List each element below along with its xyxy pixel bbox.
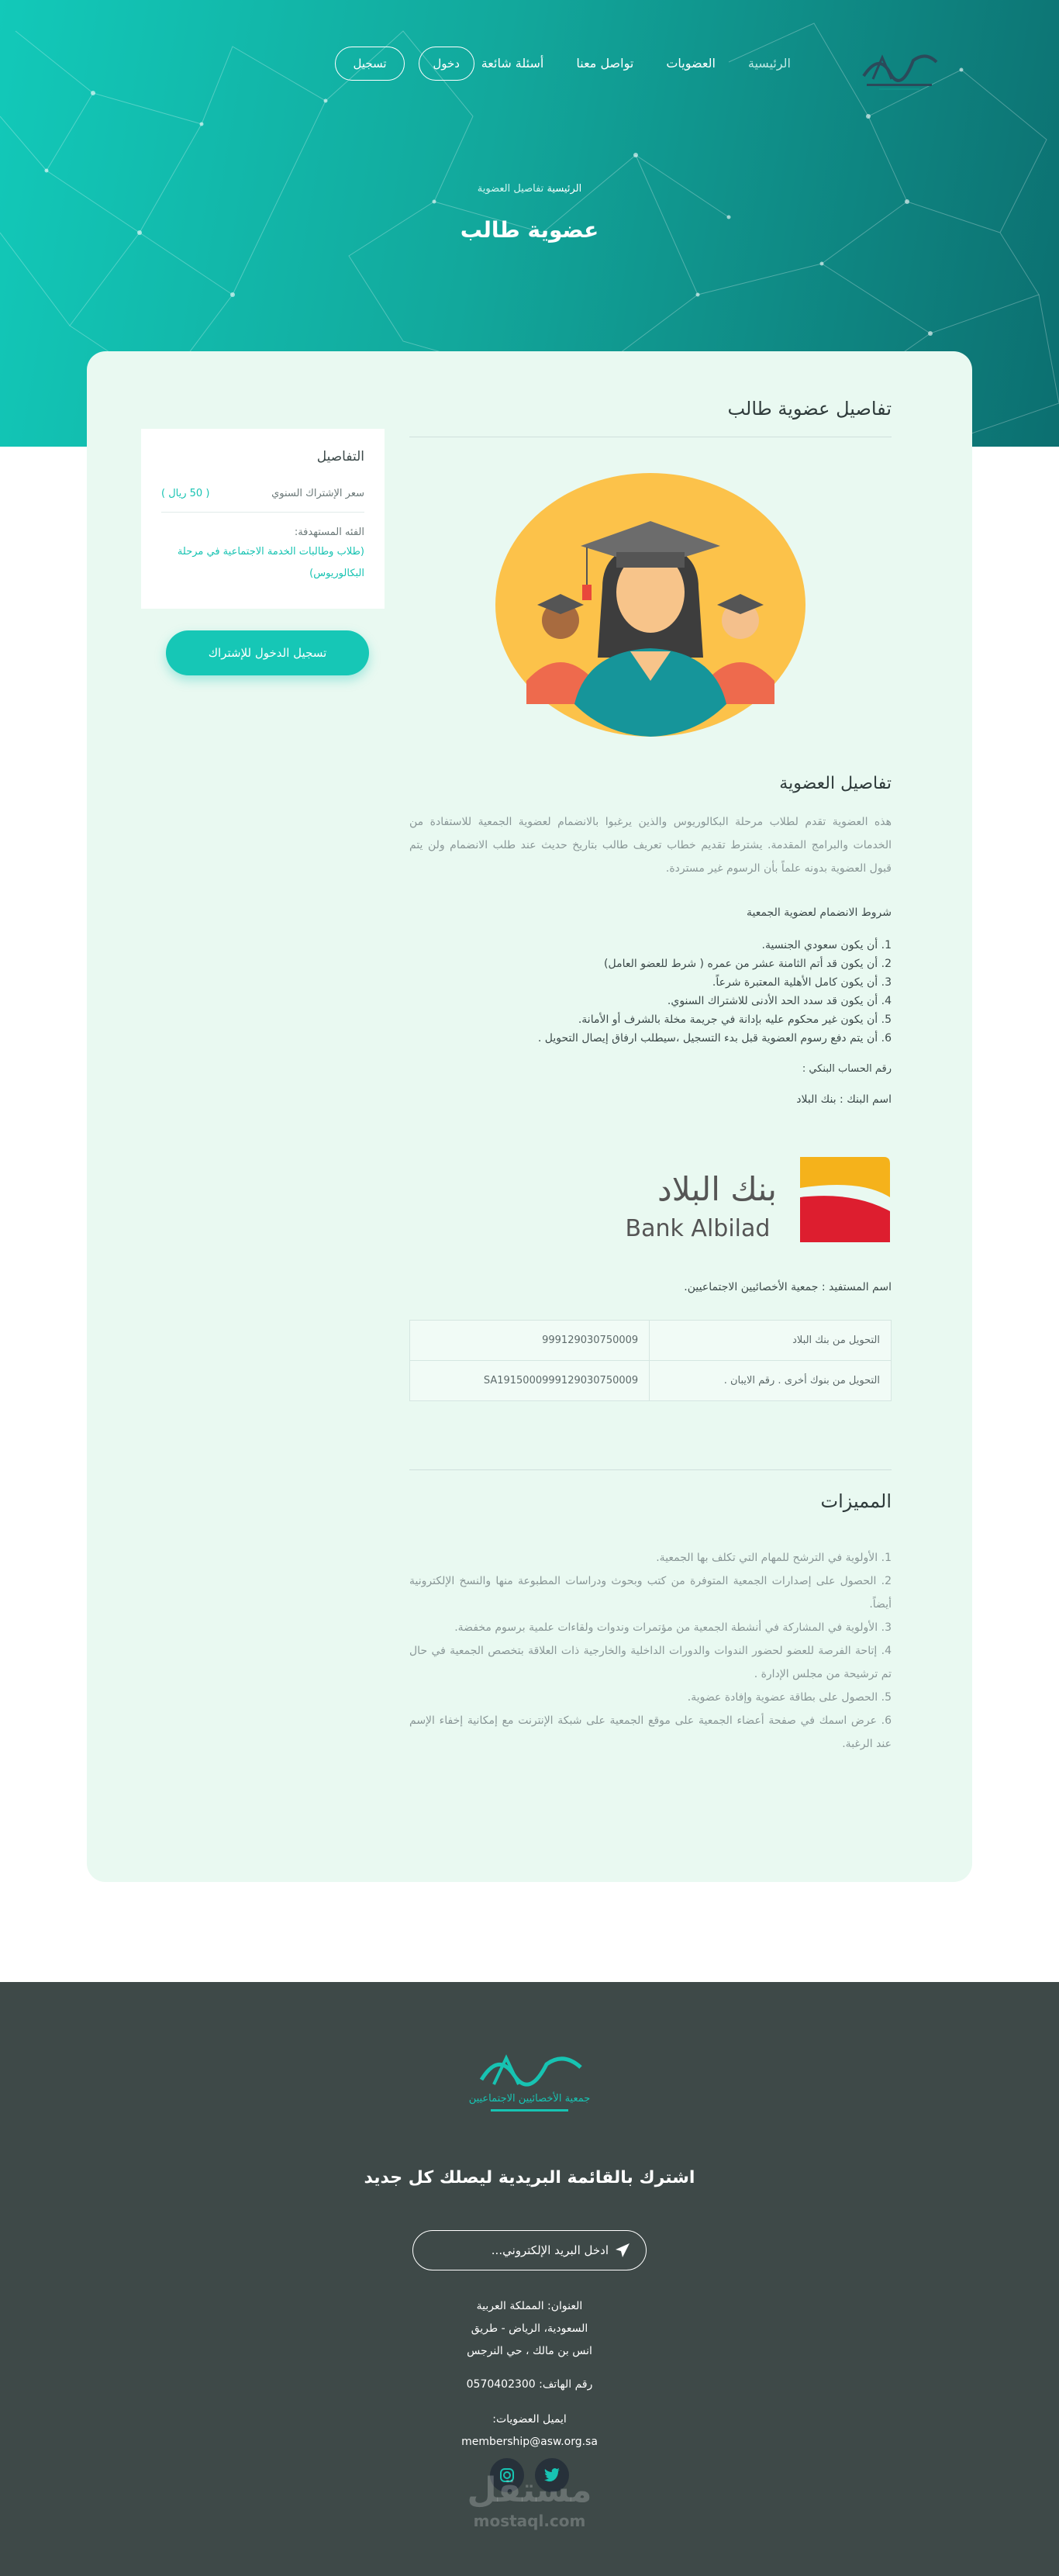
conditions-title: شروط الانضمام لعضوية الجمعية (746, 906, 892, 919)
condition-item: 5. أن يكون غير محكوم عليه بإدانة في جريمة مخلة بالشرف أو الأمانة. (578, 1013, 892, 1026)
transfer-iban: SA1915000999129030750009 (410, 1361, 650, 1401)
nav-link-faq[interactable]: أسئلة شائعة (481, 56, 544, 71)
details-heading: تفاصيل العضوية (779, 774, 892, 793)
details-sidebar (141, 429, 385, 609)
condition-item: 3. أن يكون كامل الأهلية المعتبرة شرعاً. (712, 976, 892, 989)
breadcrumb-home[interactable]: الرئيسية (547, 183, 582, 195)
nav-link-contact[interactable]: تواصل معنا (576, 56, 634, 71)
watermark-arabic: مستقل (467, 2471, 592, 2510)
table-row (410, 1361, 892, 1401)
beneficiary-name: اسم المستفيد : جمعية الأخصائيين الاجتماعيين. (684, 1281, 892, 1293)
login-button[interactable]: دخول (419, 47, 474, 81)
condition-item: 6. أن يتم دفع رسوم العضوية قبل بدء التسجيل ،سيطلب ارفاق إيصال التحويل . (537, 1032, 892, 1045)
feature-item: 6. عرض اسمك في صفحة أعضاء الجمعية على موقع الجمعية على شبكة الإنترنت مع إمكانية إخفاء الإسم عند الرغبة. (409, 1714, 892, 1750)
feature-item: 5. الحصول على بطاقة عضوية وإفادة عضوية. (687, 1691, 892, 1704)
features-heading: المميزات (820, 1490, 892, 1512)
nav-link-home[interactable]: الرئيسية (747, 56, 791, 71)
sidebar-heading: التفاصيل (316, 449, 364, 464)
target-value: (طلاب وطالبات الخدمة الاجتماعية في مرحلة البكالوريوس) (177, 546, 364, 579)
price-label: سعر الإشتراك السنوي (271, 488, 364, 499)
footer-asw-logo[interactable] (460, 2044, 599, 2118)
contact-info (0, 2295, 1059, 2453)
watermark-english: mostaql.com (473, 2512, 586, 2530)
send-icon[interactable] (615, 2243, 630, 2258)
section-divider (409, 1469, 892, 1470)
breadcrumb (0, 183, 1059, 195)
transfer-account-number: 999129030750009 (410, 1321, 650, 1361)
transfer-label: التحويل من بنك البلاد (650, 1321, 892, 1361)
transfer-label: التحويل من بنوك أخرى . رقم الايبان . (650, 1361, 892, 1401)
bank-transfer-table (409, 1320, 892, 1401)
site-footer (0, 1982, 1059, 2576)
feature-item: 1. الأولوية في الترشح للمهام التي تكلف بها الجمعية. (656, 1552, 892, 1564)
footer-logo-text: جمعية الأخصائيين الاجتماعيين (468, 2093, 591, 2105)
table-row (410, 1321, 892, 1361)
footer-phone: رقم الهاتف: 0570402300 (466, 2378, 593, 2391)
register-button[interactable]: تسجيل (335, 47, 405, 81)
bank-logo-english-text: Bank Albilad (625, 1215, 771, 1242)
page-title: عضوية طالب (460, 217, 599, 243)
condition-item: 2. أن يكون قد أتم الثامنة عشر من عمره ( شرط للعضو العامل) (604, 958, 892, 970)
feature-item: 2. الحصول على إصدارات الجمعية المتوفرة من كتب وبحوث ودراسات المطبوعة منها والنسخ الإلكترونية أيضاً. (409, 1575, 892, 1611)
condition-item: 4. أن يكون قد سدد الحد الأدنى للاشتراك السنوي. (667, 995, 892, 1007)
newsletter-email-input[interactable] (412, 2230, 647, 2270)
newsletter-title: اشترك بالقائمة البريدية ليصلك كل جديد (364, 2168, 695, 2188)
nav-links (481, 48, 791, 79)
features-list (409, 1546, 892, 1756)
condition-item: 1. أن يكون سعودي الجنسية. (761, 939, 892, 951)
footer-address: العنوان: المملكة العربية السعودية، الرياض - طريق انس بن مالك ، حي النرجس (467, 2300, 592, 2357)
footer-email[interactable]: membership@asw.org.sa (461, 2436, 598, 2448)
bank-name: اسم البنك : بنك البلاد (796, 1093, 892, 1106)
membership-description: هذه العضوية تقدم لطلاب مرحلة البكالوريوس والذين يرغبوا بالانضمام لعضوية الجمعية للاستفادة من الخدمات والبرامج المقدمة. يشترط تقديم خطاب تعريف طالب بتاريخ حديث عند طلب الانضمام ولن يتم قبول العضوية بدونه علماً بأن الرسوم غير مستردة. (409, 816, 892, 875)
footer-email-label: ايميل العضويات: (492, 2413, 567, 2426)
email-placeholder: ادخل البريد الإلكتروني... (491, 2243, 609, 2257)
conditions-list (409, 936, 892, 1048)
price-row (161, 488, 364, 513)
feature-item: 3. الأولوية في المشاركة في أنشطة الجمعية من مؤتمرات وندوات ولقاءات علمية برسوم مخفضة. (454, 1621, 892, 1634)
top-navigation (0, 45, 1059, 82)
membership-card (87, 351, 972, 1882)
target-label: الفئه المستهدفة: (294, 527, 364, 538)
asw-logo[interactable] (856, 45, 943, 95)
membership-content (409, 398, 892, 1756)
account-number-label: رقم الحساب البنكي : (802, 1063, 892, 1075)
breadcrumb-current: تفاصيل العضوية (477, 183, 544, 195)
graduates-illustration (494, 471, 807, 738)
mostaql-watermark (464, 2461, 595, 2536)
subscribe-login-button[interactable]: تسجيل الدخول للإشتراك (166, 630, 369, 675)
bank-logo-arabic-text: بنك البلاد (657, 1170, 778, 1208)
feature-item: 4. إتاحة الفرصة للعضو لحضور الندوات والدورات الداخلية والخارجية ذات العلاقة بتخصص الجمعية في حال تم ترشيحة من مجلس الإدارة . (409, 1645, 892, 1680)
nav-link-memberships[interactable]: العضويات (666, 56, 716, 71)
membership-heading: تفاصيل عضوية طالب (409, 398, 892, 437)
bank-albilad-logo (597, 1152, 892, 1247)
price-value: ( 50 ريال ) (161, 488, 210, 499)
